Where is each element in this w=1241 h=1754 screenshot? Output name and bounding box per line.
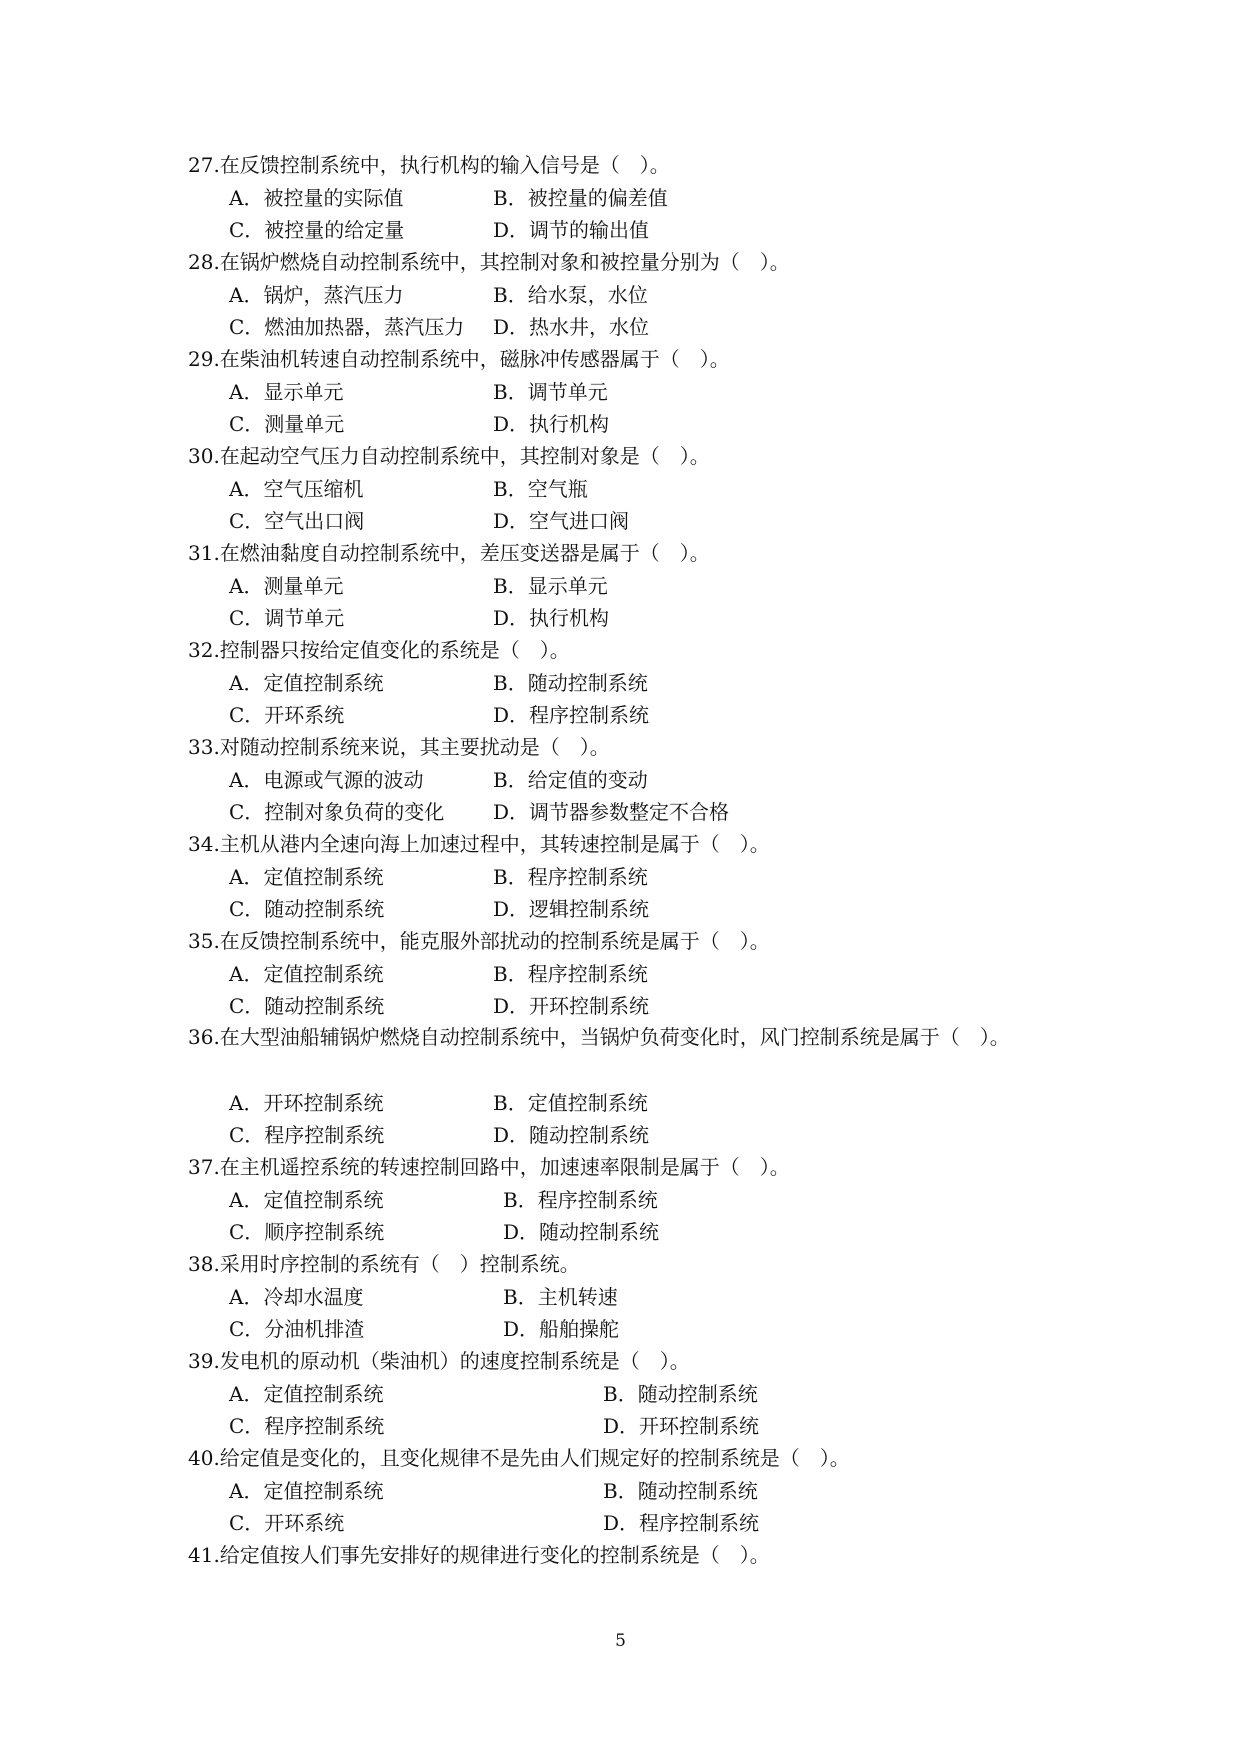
question-27: 27.在反馈控制系统中，执行机构的输入信号是（ ）。 (188, 153, 670, 177)
option-b: B．随动控制系统 (603, 1479, 758, 1503)
option-b: B．随动控制系统 (603, 1382, 758, 1406)
option-d: D．随动控制系统 (503, 1220, 660, 1244)
question-32: 32.控制器只按给定值变化的系统是（ ）。 (188, 638, 570, 662)
option-b: B．程序控制系统 (503, 1188, 658, 1212)
option-a: A．定值控制系统 (229, 1479, 384, 1503)
option-b: B．给定值的变动 (493, 768, 648, 792)
option-c: C．空气出口阀 (229, 509, 365, 533)
question-34: 34.主机从港内全速向海上加速过程中，其转速控制是属于（ ）。 (188, 832, 770, 856)
option-c: C．燃油加热器，蒸汽压力 (229, 315, 465, 339)
question-39: 39.发电机的原动机（柴油机）的速度控制系统是（ ）。 (188, 1349, 690, 1373)
option-b: B．主机转速 (503, 1285, 618, 1309)
option-b: B．程序控制系统 (493, 962, 648, 986)
option-a: A．定值控制系统 (229, 671, 384, 695)
option-d: D．程序控制系统 (603, 1511, 760, 1535)
option-d: D．调节的输出值 (493, 218, 650, 242)
option-b: B．程序控制系统 (493, 865, 648, 889)
question-28: 28.在锅炉燃烧自动控制系统中，其控制对象和被控量分别为（ ）。 (188, 250, 790, 274)
option-a: A．定值控制系统 (229, 962, 384, 986)
option-a: A．测量单元 (229, 574, 344, 598)
option-d: D．程序控制系统 (493, 703, 650, 727)
option-c: C．开环系统 (229, 1511, 345, 1535)
question-35: 35.在反馈控制系统中，能克服外部扰动的控制系统是属于（ ）。 (188, 929, 770, 953)
option-a: A．空气压缩机 (229, 477, 364, 501)
option-c: C．开环系统 (229, 703, 345, 727)
option-c: C．随动控制系统 (229, 897, 385, 921)
option-d: D．开环控制系统 (493, 994, 650, 1018)
option-c: C．程序控制系统 (229, 1414, 385, 1438)
option-a: A．开环控制系统 (229, 1091, 384, 1115)
question-38: 38.采用时序控制的系统有（ ）控制系统。 (188, 1252, 580, 1276)
option-b: B．显示单元 (493, 574, 608, 598)
option-b: B．空气瓶 (493, 477, 588, 501)
option-c: C．顺序控制系统 (229, 1220, 385, 1244)
option-d: D．热水井，水位 (493, 315, 650, 339)
option-d: D．空气进口阀 (493, 509, 630, 533)
question-36: 36.在大型油船辅锅炉燃烧自动控制系统中，当锅炉负荷变化时，风门控制系统是属于（ ）。 (188, 1025, 1010, 1049)
option-a: A．定值控制系统 (229, 1382, 384, 1406)
option-c: C．测量单元 (229, 412, 345, 436)
question-40: 40.给定值是变化的，且变化规律不是先由人们规定好的控制系统是（ ）。 (188, 1446, 850, 1470)
option-c: C．随动控制系统 (229, 994, 385, 1018)
option-c: C．被控量的给定量 (229, 218, 405, 242)
option-a: A．被控量的实际值 (229, 186, 404, 210)
option-d: D．开环控制系统 (603, 1414, 760, 1438)
question-33: 33.对随动控制系统来说，其主要扰动是（ ）。 (188, 735, 610, 759)
option-a: A．显示单元 (229, 380, 344, 404)
option-d: D．调节器参数整定不合格 (493, 800, 730, 824)
option-d: D．逻辑控制系统 (493, 897, 650, 921)
option-b: B．给水泵，水位 (493, 283, 648, 307)
question-29: 29.在柴油机转速自动控制系统中，磁脉冲传感器属于（ ）。 (188, 347, 730, 371)
option-c: C．分油机排渣 (229, 1317, 365, 1341)
option-d: D．随动控制系统 (493, 1123, 650, 1147)
option-d: D．执行机构 (493, 412, 610, 436)
option-a: A．定值控制系统 (229, 1188, 384, 1212)
question-41: 41.给定值按人们事先安排好的规律进行变化的控制系统是（ ）。 (188, 1543, 770, 1567)
option-b: B．被控量的偏差值 (493, 186, 668, 210)
page-number: 5 (615, 1631, 626, 1651)
question-37: 37.在主机遥控系统的转速控制回路中，加速速率限制是属于（ ）。 (188, 1155, 790, 1179)
question-30: 30.在起动空气压力自动控制系统中，其控制对象是（ ）。 (188, 444, 710, 468)
option-c: C．程序控制系统 (229, 1123, 385, 1147)
question-31: 31.在燃油黏度自动控制系统中，差压变送器是属于（ ）。 (188, 541, 710, 565)
option-d: D．船舶操舵 (503, 1317, 620, 1341)
option-a: A．冷却水温度 (229, 1285, 364, 1309)
option-b: B．调节单元 (493, 380, 608, 404)
option-c: C．调节单元 (229, 606, 345, 630)
option-b: B．随动控制系统 (493, 671, 648, 695)
option-a: A．电源或气源的波动 (229, 768, 424, 792)
option-b: B．定值控制系统 (493, 1091, 648, 1115)
option-a: A．锅炉，蒸汽压力 (229, 283, 404, 307)
option-a: A．定值控制系统 (229, 865, 384, 889)
option-c: C．控制对象负荷的变化 (229, 800, 445, 824)
option-d: D．执行机构 (493, 606, 610, 630)
